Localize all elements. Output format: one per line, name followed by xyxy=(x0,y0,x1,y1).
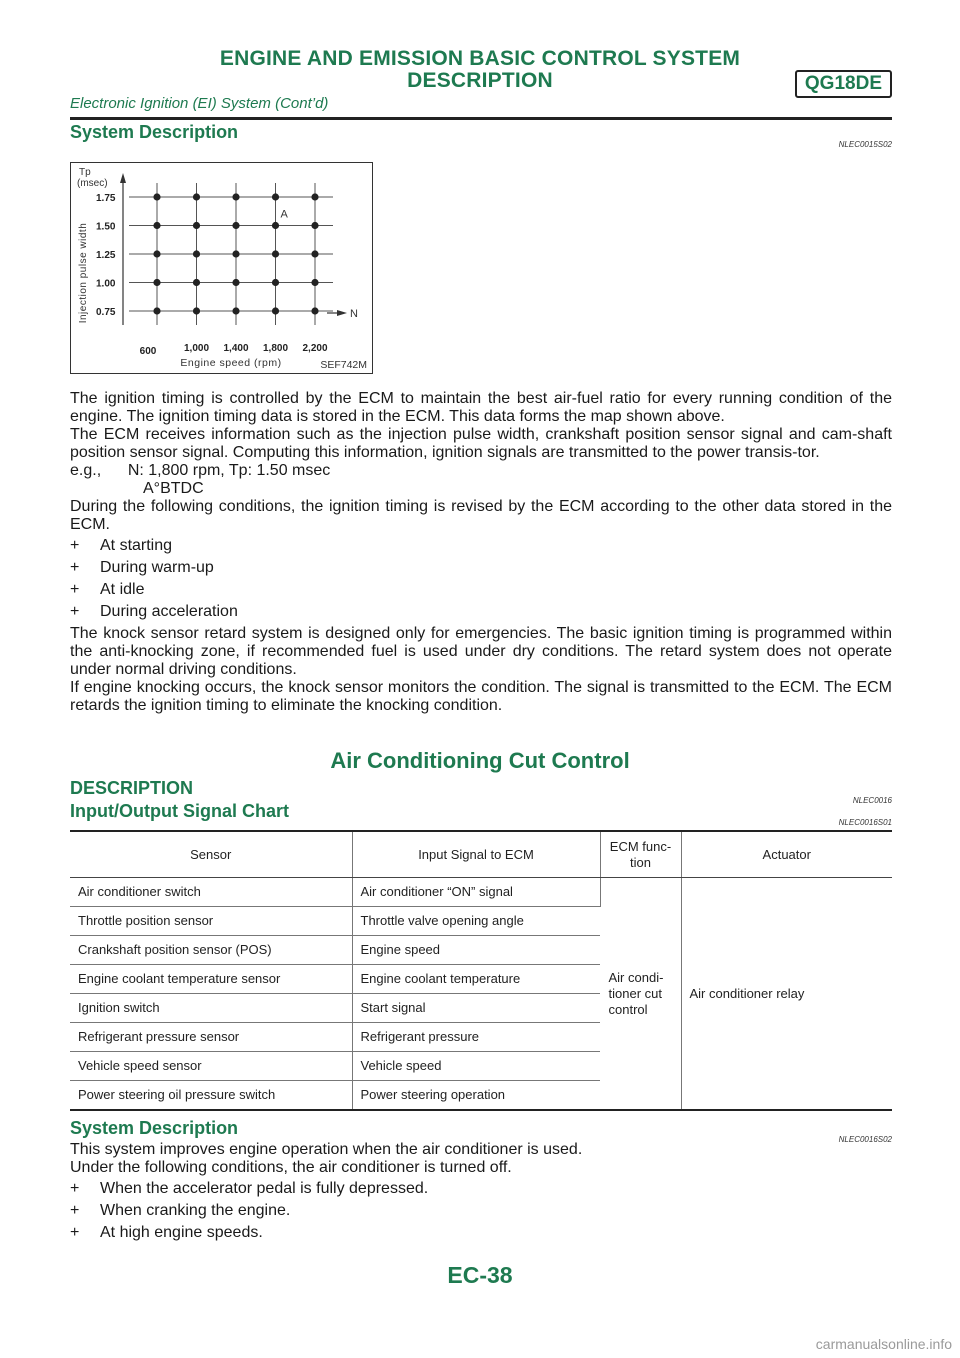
table-row: Power steering oil pressure switch Power steering operation xyxy=(70,1081,892,1111)
section-ref-2: NLEC0016S02 xyxy=(838,1135,892,1144)
actuator-cell: Air conditioner relay xyxy=(681,878,892,1111)
bullet-marker: + xyxy=(70,1180,80,1197)
data-point xyxy=(193,279,200,286)
x-axis-title: Engine speed (rpm) xyxy=(180,357,282,369)
table-row: Air conditioner switch Air conditioner “ON” signal Air condi- tioner cut control Air conditioner relay xyxy=(70,878,892,907)
x-tick-label: 1,800 xyxy=(262,343,289,354)
data-point xyxy=(272,307,279,314)
data-point xyxy=(232,250,239,257)
data-point xyxy=(272,193,279,200)
list-item: + At high engine speeds. xyxy=(70,1222,892,1244)
body-text-1 xyxy=(70,390,892,715)
list-item: + At idle xyxy=(70,579,892,601)
paragraph-1: The ignition timing is controlled by the ECM to maintain the best air-fuel ratio for every running condition of the engine. The ignition timing data is stored in the ECM. This data forms the map shown above. xyxy=(70,390,892,425)
table-row: Engine coolant temperature sensor Engine coolant temperature xyxy=(70,965,892,994)
ecm-function-cell: Air condi- tioner cut control xyxy=(600,878,681,1111)
x-axis-arrow xyxy=(337,310,347,316)
y-axis-title: Injection pulse width xyxy=(78,222,89,324)
header-title-line2: DESCRIPTION xyxy=(407,69,553,92)
col-header-actuator: Actuator xyxy=(681,831,892,878)
data-point xyxy=(311,193,318,200)
data-point xyxy=(153,222,160,229)
header-title-line1: ENGINE AND EMISSION BASIC CONTROL SYSTEM xyxy=(219,47,741,70)
example-label: e.g., xyxy=(70,462,102,479)
subheading-ref: NLEC0016S01 xyxy=(838,818,892,827)
paragraph-3: During the following conditions, the ignition timing is revised by the ECM according to the other data stored in the ECM. xyxy=(70,498,892,533)
bullet-marker: + xyxy=(70,1224,80,1241)
y-tick-label: 1.25 xyxy=(96,250,116,261)
y-tick-label: 1.75 xyxy=(96,193,116,204)
data-point xyxy=(232,279,239,286)
watermark: carmanualsonline.info xyxy=(815,1336,952,1352)
x-tick-label: 2,200 xyxy=(302,343,328,354)
heading-description: DESCRIPTION xyxy=(70,778,194,798)
col-header-sensor: Sensor xyxy=(70,831,352,878)
data-point xyxy=(272,250,279,257)
data-point xyxy=(311,307,318,314)
table-row: Throttle position sensor Throttle valve opening angle xyxy=(70,907,892,936)
ignition-timing-map-chart xyxy=(70,162,373,374)
section-title-ac-cut-control: Air Conditioning Cut Control xyxy=(330,748,630,773)
example-line xyxy=(70,462,892,480)
paragraph-4: The knock sensor retard system is designed only for emergencies. The basic ignition timing is programmed within the anti-knocking zone, if recommended fuel is used under dry conditions. The retard system does not operate under normal driving conditions. xyxy=(70,625,892,678)
data-point xyxy=(272,222,279,229)
paragraph-5: If engine knocking occurs, the knock sensor monitors the condition. The signal is transmitted to the ECM. The ECM retards the ignition timing to eliminate the knocking condition. xyxy=(70,679,892,714)
bullet-marker: + xyxy=(70,581,80,598)
data-point xyxy=(153,250,160,257)
data-point xyxy=(193,222,200,229)
data-point xyxy=(153,279,160,286)
figure-code: SEF742M xyxy=(320,359,367,371)
bullet-marker: + xyxy=(70,559,80,576)
list-item: + During acceleration xyxy=(70,601,892,623)
section-heading-system-description-2: System Description xyxy=(70,1118,239,1138)
y-tick-label: 0.75 xyxy=(96,307,116,318)
section-heading-system-description: System Description xyxy=(70,122,239,142)
y-unit-label: Tp xyxy=(79,167,91,178)
data-point xyxy=(153,307,160,314)
table-header-row xyxy=(70,831,892,878)
data-point xyxy=(232,193,239,200)
y-axis-arrow xyxy=(120,173,126,183)
section-ref: NLEC0015S02 xyxy=(838,140,892,149)
data-point xyxy=(311,279,318,286)
page-header xyxy=(70,44,892,122)
chart-svg xyxy=(71,163,372,373)
bullet-marker: + xyxy=(70,1202,80,1219)
page-number: EC-38 xyxy=(447,1262,513,1288)
data-point xyxy=(193,193,200,200)
data-point xyxy=(193,250,200,257)
list-item: + During warm-up xyxy=(70,557,892,579)
ac-off-condition-list xyxy=(70,1178,892,1244)
data-point xyxy=(311,222,318,229)
data-point xyxy=(232,222,239,229)
data-point xyxy=(153,193,160,200)
data-point xyxy=(311,250,318,257)
col-header-input-signal: Input Signal to ECM xyxy=(352,831,600,878)
list-item: + At starting xyxy=(70,535,892,557)
bullet-marker: + xyxy=(70,537,80,554)
header-rule xyxy=(70,117,892,120)
paragraph-7: Under the following conditions, the air conditioner is turned off. xyxy=(70,1159,512,1176)
condition-list xyxy=(70,535,892,623)
table-row: Ignition switch Start signal xyxy=(70,994,892,1023)
body-text-2 xyxy=(70,1141,892,1244)
y-tick-label: 1.50 xyxy=(96,221,116,233)
annotation-label: A xyxy=(280,208,288,221)
data-point xyxy=(193,307,200,314)
header-subtitle: Electronic Ignition (EI) System (Cont’d) xyxy=(70,95,329,112)
x-tick-label: 1,400 xyxy=(223,343,249,354)
col-header-ecm-function: ECM func- tion xyxy=(600,831,681,878)
example-text: N: 1,800 rpm, Tp: 1.50 msec xyxy=(127,462,331,479)
data-point xyxy=(232,307,239,314)
example-result-line xyxy=(70,480,892,498)
heading-ref: NLEC0016 xyxy=(852,796,892,805)
input-output-signal-table xyxy=(70,830,892,1111)
subheading-io-chart: Input/Output Signal Chart xyxy=(70,801,289,821)
data-point xyxy=(272,279,279,286)
x-tick-label: 1,000 xyxy=(183,343,210,354)
x-tick-label: 600 xyxy=(139,346,157,357)
y-unit-label: (msec) xyxy=(77,178,108,189)
table-row: Refrigerant pressure sensor Refrigerant pressure xyxy=(70,1023,892,1052)
paragraph-2: The ECM receives information such as the injection pulse width, crankshaft position sensor signal and cam-shaft position sensor signal. Computing this information, ignition signals are transmitted to the power transis-tor. xyxy=(70,426,892,461)
list-item: + When the accelerator pedal is fully depressed. xyxy=(70,1178,892,1200)
x-axis-name: N xyxy=(350,308,358,320)
example-result: A°BTDC xyxy=(143,480,204,497)
table-row: Crankshaft position sensor (POS) Engine speed xyxy=(70,936,892,965)
y-tick-label: 1.00 xyxy=(96,278,116,290)
model-badge: QG18DE xyxy=(795,70,892,98)
bullet-marker: + xyxy=(70,603,80,620)
paragraph-6: This system improves engine operation when the air conditioner is used. xyxy=(70,1141,583,1158)
list-item: + When cranking the engine. xyxy=(70,1200,892,1222)
table-row: Vehicle speed sensor Vehicle speed xyxy=(70,1052,892,1081)
